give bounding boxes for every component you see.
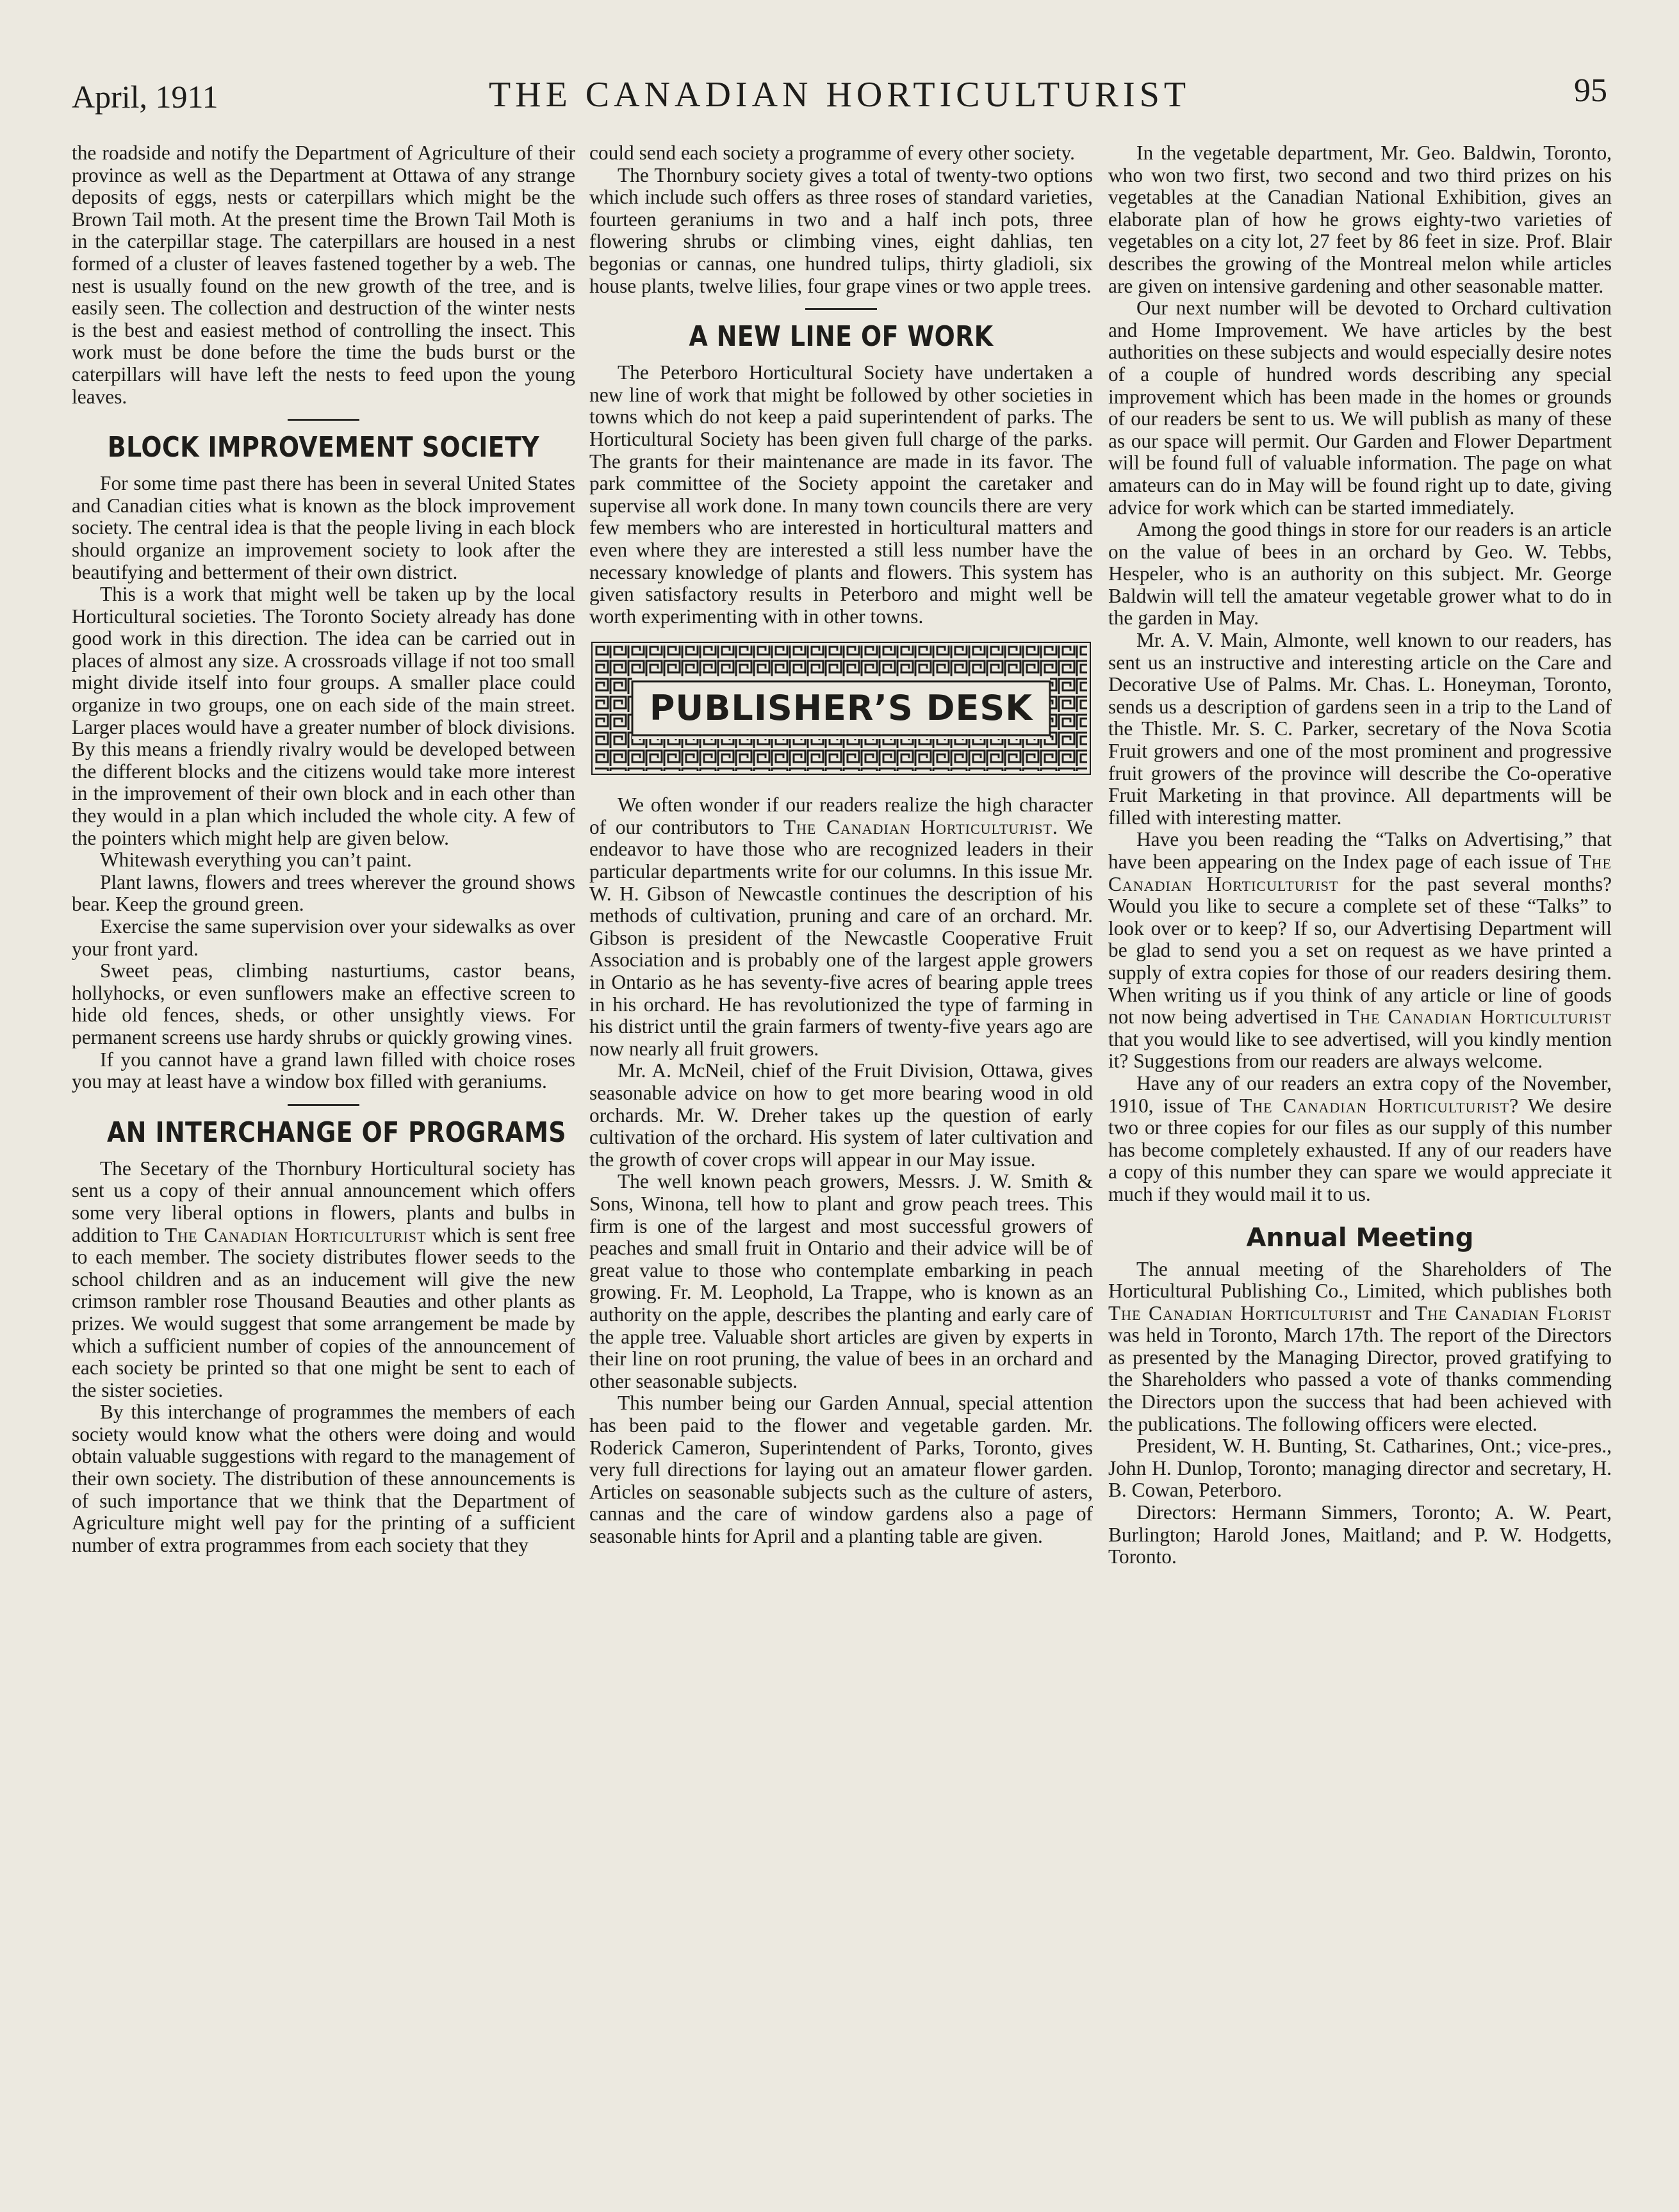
section-divider: [288, 419, 359, 421]
magazine-name: The Canadian Horticulturist: [165, 1223, 427, 1246]
section-divider: [805, 308, 877, 310]
magazine-name: The Canadian Horticulturist: [1108, 1301, 1372, 1324]
desk-paragraph: [589, 794, 1093, 1060]
text-run: ? We desire two or three copies for our files as our supply of this number has become completely exhausted. If any of our readers have a copy of this number they can spare we would appreciate it much if they would mail it to us.: [1108, 1094, 1612, 1205]
magazine-name: The Canadian Florist: [1414, 1301, 1612, 1324]
magazine-name: The Canadian Horticulturist: [783, 815, 1052, 838]
annual-meeting-heading: Annual Meeting: [1246, 1223, 1474, 1253]
next-number-paragraph: Our next number will be devoted to Orchard cultivation and Home Improvement. We have articles by the best authorities on these subjects and would especially desire notes of a couple of hundred words describing any special improvement which has been made in the homes or grounds of our readers be sent to us. We will publish as many of these as our space will permit. Our Garden and Flower Department will be found full of valuable information. The page on what amateurs can do in May will be found right up to date, giving advice for work which can be started immediately.: [1108, 297, 1612, 519]
desk-paragraph: The well known peach growers, Messrs. J. W. Smith & Sons, Winona, tell how to plant and grow peach trees. This firm is one of the largest and most successful growers of peaches and small fruit in Ontario and their advice will be of great value to those who contemplate embarking in peach growing. Fr. M. Leophold, La Trappe, who is known as an authority on the apple, describes the planting and early care of the apple tree. Valuable short articles are given by experts in their line on root pruning, the value of bees in an orchard and other seasonable subjects.: [589, 1170, 1093, 1392]
column-right: [1108, 142, 1612, 2153]
block-paragraph: For some time past there has been in several United States and Canadian cities what is known as the block improvement society. The central idea is that the people living in each block should organize an improvement society to look after the beautifying and betterment of their own district.: [72, 472, 575, 583]
thornbury-paragraph: The Thornbury society gives a total of twenty-two options which include such offers as three roses of standard varieties, fourteen geraniums in two and a half inch pots, three flowering shrubs or climbing vines, eight dahlias, ten begonias or cannas, one hundred tulips, thirty gladioli, six house plants, twelve lilies, four grape vines or two apple trees.: [589, 163, 1093, 297]
text-run: which is sent free to each member. The society distributes flower seeds to the school children and as an inducement will give the new crimson rambler rose Thousand Beauties and other plants as prizes. We would suggest that some arrangement be made by which a sufficient number of copies of the announcement of each society be printed so that one might be sent to each of the sister societies.: [72, 1223, 575, 1401]
block-paragraph: Plant lawns, flowers and trees wherever the ground shows bear. Keep the ground green.: [72, 870, 575, 916]
block-paragraph: Exercise the same supervision over your sidewalks as over your front yard.: [72, 915, 575, 960]
desk-paragraph: Mr. A. McNeil, chief of the Fruit Division, Ottawa, gives seasonable advice on how to get more bearing wood in old orchards. Mr. W. Dreher takes up the question of early cultivation of the orchard. His system of later cultivation and the growth of cover crops will appear in our May issue.: [589, 1059, 1093, 1171]
officers-paragraph: President, W. H. Bunting, St. Catharines, Ont.; vice-pres., John H. Dunlop, Toronto; managing director and secretary, H. B. Cowan, Peterboro.: [1108, 1435, 1612, 1502]
text-run: . We endeavor to have those who are recognized leaders in their particular departments write for our columns. In this issue Mr. W. H. Gibson of Newcastle continues the description of his methods of cultivation, pruning and care of an orchard. Mr. Gibson is president of the Newcastle Cooperative Fruit Association and is probably one of the largest apple growers in Ontario as he has seventy-five acres of bearing apple trees in his orchard. He has revolutionized the type of farming in his district until the grain farmers of twenty-five years ago are now nearly all fruit growers.: [589, 815, 1093, 1060]
page-number: 95: [1574, 72, 1607, 109]
publishers-desk-title: PUBLISHER’S DESK: [636, 685, 1046, 731]
directors-paragraph: Directors: Hermann Simmers, Toronto; A. W. Peart, Burlington; Harold Jones, Maitland; and P. W. Hodgetts, Toronto.: [1108, 1501, 1612, 1568]
column-middle: [589, 142, 1093, 2153]
text-run: Have any of our readers an extra copy of the November, 1910, issue of: [1108, 1071, 1612, 1117]
block-paragraph: If you cannot have a grand lawn filled with choice roses you may at least have a window box filled with geraniums.: [72, 1048, 575, 1093]
interchange-heading: AN INTERCHANGE OF PROGRAMS: [107, 1116, 566, 1149]
text-run: The Secetary of the Thornbury Horticultural society has sent us a copy of their annual announcement which offers some very liberal options in flowers, plants and bulbs in addition to: [72, 1157, 575, 1246]
interchange-continued: could send each society a programme of every other society.: [589, 142, 1076, 164]
column-left: [72, 142, 575, 2153]
block-improvement-heading: BLOCK IMPROVEMENT SOCIETY: [107, 431, 540, 464]
magazine-name: The Canadian Horticulturist: [1108, 850, 1612, 895]
publishers-desk-banner: [591, 642, 1091, 775]
text-run: and: [1372, 1301, 1415, 1324]
text-run: was held in Toronto, March 17th. The report of the Directors as presented by the Managing Director, proved gratifying to the Shareholders who passed a vote of thanks commending the Directors upon the success that had been achieved with the publications. The following officers were elected.: [1108, 1324, 1612, 1435]
vegetable-paragraph: In the vegetable department, Mr. Geo. Baldwin, Toronto, who won two first, two second and two third prizes on his vegetables at the Canadian National Exhibition, gives an elaborate plan of how he grows eighty-two varieties of vegetables on a city lot, 27 feet by 86 feet in size. Prof. Blair describes the growing of the Montreal melon while articles are given on intensive gardening and other seasonable matter.: [1108, 142, 1612, 297]
text-run: that you would like to see advertised, will you kindly mention it? Suggestions from our readers are always welcome.: [1108, 1027, 1612, 1073]
interchange-paragraph: By this interchange of programmes the members of each society would know what the others were doing and would obtain valuable suggestions with regard to the management of their own society. The distribution of these announcements is of such importance that we think that the Department of Agriculture might well pay for the printing of a sufficient number of extra programmes from each society that they: [72, 1401, 575, 1556]
new-line-heading: A NEW LINE OF WORK: [689, 320, 994, 354]
magazine-name: The Canadian Horticulturist: [1347, 1005, 1612, 1029]
new-line-paragraph: The Peterboro Horticultural Society have undertaken a new line of work that might be followed by other societies in towns which do not keep a paid superintendent of parks. The Horticultural Society has been given full charge of the parks. The grants for their maintenance are made in its favor. The park committee of the Society appoint the caretaker and supervise all work done. In many town councils there are very few members who are interested in horticultural matters and even where they are interested a still less number have the necessary knowledge of plants and flowers. This system has given satisfactory results in Peterboro and might well be worth experimenting with in other towns.: [589, 361, 1093, 628]
text-run: The annual meeting of the Shareholders of The Horticultural Publishing Co., Limited, which publishes both: [1108, 1257, 1612, 1303]
advertising-talks-paragraph: [1108, 829, 1612, 1073]
good-things-paragraph: Among the good things in store for our readers is an article on the value of bees in an orchard by Geo. W. Tebbs, Hespeler, who is an authority on this subject. Mr. George Baldwin will tell the amateur vegetable grower what to do in the garden in May.: [1108, 518, 1612, 630]
block-paragraph: Whitewash everything you can’t paint.: [100, 849, 412, 872]
brown-tail-moth-paragraph: the roadside and notify the Department of Agriculture of their province as well as the Department at Ottawa of any strange deposits of eggs, nests or caterpillars which might be the Brown Tail moth. At the present time the Brown Tail Moth is in the caterpillar stage. The caterpillars are housed in a nest formed of a cluster of leaves fastened together by a web. The nest is usually found on the new growth of the tree, and is easily seen. The collection and destruction of the winter nests is the best and easiest method of controlling the insect. This work must be done before the time the buds burst or the caterpillars will have left the nests to feed upon the young leaves.: [72, 142, 575, 408]
issue-date: April, 1911: [72, 79, 218, 115]
contributors-paragraph: Mr. A. V. Main, Almonte, well known to our readers, has sent us an instructive and interesting article on the Care and Decorative Use of Palms. Mr. Chas. L. Honeyman, Toronto, sends us a description of gardens seen in a trip to the Land of the Thistle. Mr. S. C. Parker, secretary of the Nova Scotia Fruit growers and one of the most prominent and progressive fruit growers of the province will describe the Co-operative Fruit Marketing in that province. All departments will be filled with interesting matter.: [1108, 629, 1612, 829]
section-divider: [288, 1104, 359, 1106]
text-run: for the past several months? Would you like to secure a complete set of these “Talks” to look over or to keep? If so, our Advertising Department will be glad to send you a set on request as we have printed a supply of extra copies for those of our readers desiring them. When writing us if you think of any article or line of goods not now being advertised in: [1108, 872, 1612, 1029]
annual-meeting-paragraph: [1108, 1258, 1612, 1436]
extra-copy-paragraph: [1108, 1073, 1612, 1206]
text-run: We often wonder if our readers realize the high character of our contributors to: [589, 793, 1093, 838]
text-run: Have you been reading the “Talks on Advertising,” that have been appearing on the Index page of each issue of: [1108, 828, 1612, 873]
magazine-title: THE CANADIAN HORTICULTURIST: [488, 75, 1191, 115]
desk-paragraph: This number being our Garden Annual, special attention has been paid to the flower and vegetable garden. Mr. Roderick Cameron, Superintendent of Parks, Toronto, gives very full directions for laying out an amateur flower garden. Articles on seasonable subjects such as the culture of asters, cannas and the care of window gardens also a page of seasonable hints for April and a planting table are given.: [589, 1392, 1093, 1547]
block-paragraph: This is a work that might well be taken up by the local Horticultural societies. The Toronto Society already has done good work in this direction. The idea can be carried out in places of almost any size. A crossroads village if not too small might divide itself into four groups. A smaller place could organize in two groups, one on each side of the main street. Larger places would have a greater number of block divisions. By this means a friendly rivalry would be developed between the different blocks and the citizens would take more interest in the improvement of their own block and in each other than they would in a plan which included the whole city. A few of the pointers which might help are given below.: [72, 583, 575, 849]
magazine-name: The Canadian Horticulturist: [1240, 1094, 1510, 1117]
interchange-paragraph: [72, 1158, 575, 1402]
running-head: [72, 69, 1607, 120]
block-paragraph: Sweet peas, climbing nasturtiums, castor beans, hollyhocks, or even sunflowers make an effective screen to hide old fences, sheds, or other unsightly views. For permanent screens use hardy shrubs or quickly growing vines.: [72, 959, 575, 1048]
